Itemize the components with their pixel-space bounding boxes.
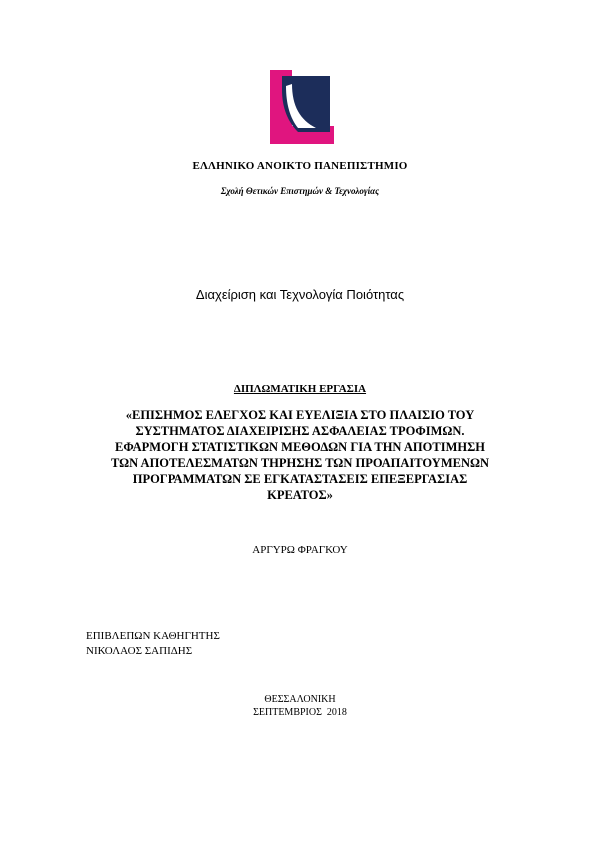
school-name: Σχολή Θετικών Επιστημών & Τεχνολογίας: [220, 186, 380, 196]
program-name: Διαχείριση και Τεχνολογία Ποιότητας: [195, 287, 405, 302]
author-name: ΑΡΓΥΡΩ ΦΡΑΓΚΟΥ: [252, 544, 348, 556]
thesis-title-line: ΕΦΑΡΜΟΓΗ ΣΤΑΤΙΣΤΙΚΩΝ ΜΕΘΟΔΩΝ ΓΙΑ ΤΗΝ ΑΠΟΤΙΜΗΣΗ: [115, 440, 485, 454]
thesis-title-line: ΤΩΝ ΑΠΟΤΕΛΕΣΜΑΤΩΝ ΤΗΡΗΣΗΣ ΤΩΝ ΠΡΟΑΠΑΙΤΟΥΜΕΝΩΝ: [110, 456, 490, 470]
university-name: ΕΛΛΗΝΙΚΟ ΑΝΟΙΚΤΟ ΠΑΝΕΠΙΣΤΗΜΙΟ: [192, 160, 408, 172]
thesis-type-heading: ΔΙΠΛΩΜΑΤΙΚΗ ΕΡΓΑΣΙΑ: [233, 383, 367, 395]
submission-date: ΣΕΠΤΕΜΒΡΙΟΣ 2018: [253, 707, 347, 718]
thesis-title-line: ΠΡΟΓΡΑΜΜΑΤΩΝ ΣΕ ΕΓΚΑΤΑΣΤΑΣΕΙΣ ΕΠΕΞΕΡΓΑΣΙΑΣ: [132, 472, 468, 486]
city-name: ΘΕΣΣΑΛΟΝΙΚΗ: [264, 694, 336, 705]
university-logo: [270, 70, 334, 144]
supervisor-label: ΕΠΙΒΛΕΠΩΝ ΚΑΘΗΓΗΤΗΣ: [86, 630, 220, 642]
thesis-title-line: ΚΡΕΑΤΟΣ»: [267, 488, 333, 502]
thesis-title-line: ΣΥΣΤΗΜΑΤΟΣ ΔΙΑΧΕΙΡΙΣΗΣ ΑΣΦΑΛΕΙΑΣ ΤΡΟΦΙΜΩΝ.: [135, 424, 465, 438]
thesis-title-line: «ΕΠΙΣΗΜΟΣ ΕΛΕΓΧΟΣ ΚΑΙ ΕΥΕΛΙΞΙΑ ΣΤΟ ΠΛΑΙΣΙΟ ΤΟΥ: [125, 408, 475, 422]
supervisor-name: ΝΙΚΟΛΑΟΣ ΣΑΠΙΔΗΣ: [86, 645, 193, 657]
thesis-title: [95, 407, 505, 503]
